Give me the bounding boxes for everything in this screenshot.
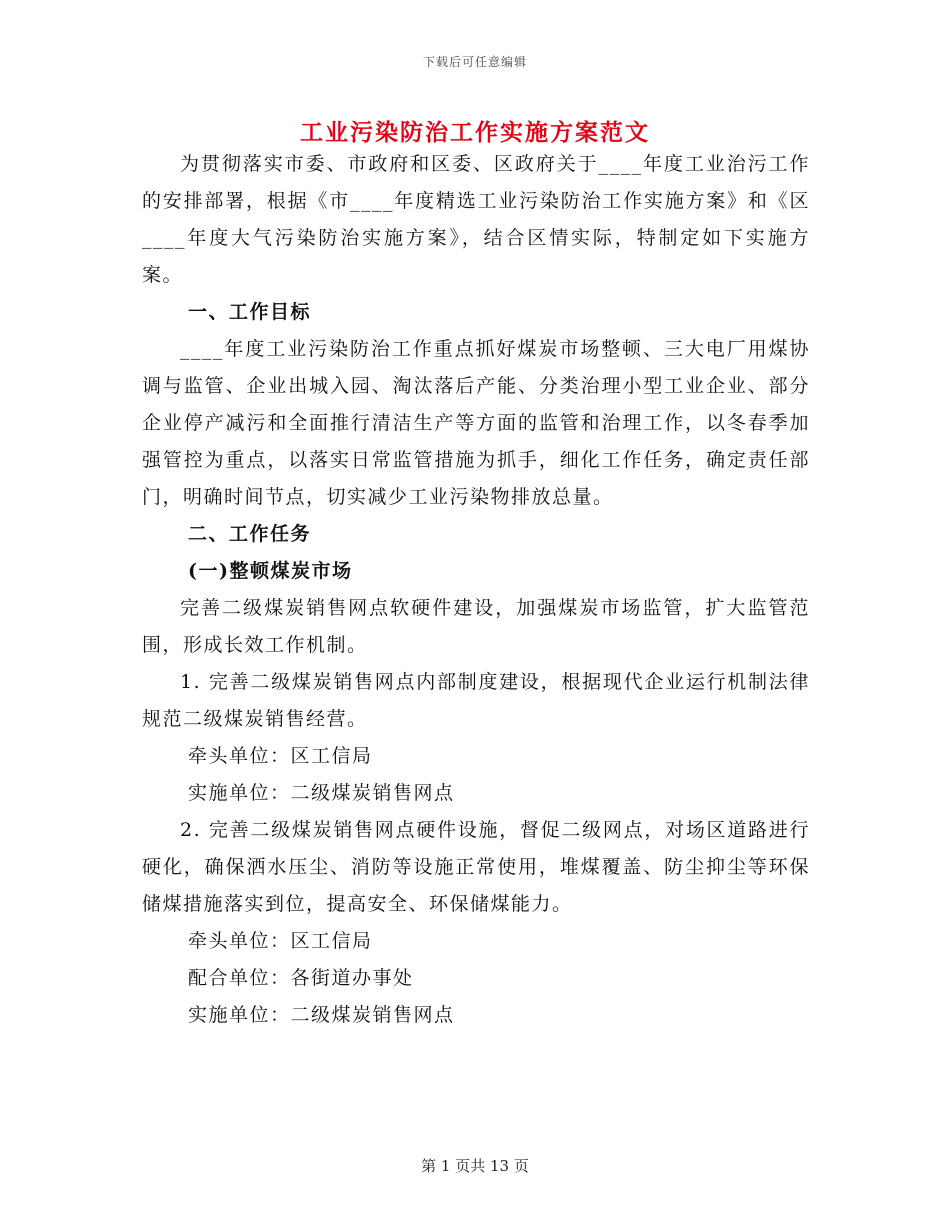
item-2-paragraph: 2. 完善二级煤炭销售网点硬件设施，督促二级网点，对场区道路进行硬化，确保洒水压尘、消防等设施正常使用，堆煤覆盖、防尘抑尘等环保储煤措施落实到位，提高安全、环保储煤能力。 [142,819,810,915]
goals-paragraph: ____年度工业污染防治工作重点抓好煤炭市场整顿、三大电厂用煤协调与监管、企业出城入园、淘汰落后产能、分类治理小型工业企业、部分企业停产减污和全面推行清洁生产等方面的监管和治理工作，以冬春季加强管控为重点，以落实日常监管措施为抓手，细化工作任务，确定责任部门，明确时间节点，切实减少工业污染物排放总量。 [142,338,810,508]
coal-market-paragraph: 完善二级煤炭销售网点软硬件建设，加强煤炭市场监管，扩大监管范围，形成长效工作机制。 [142,597,810,656]
item-2-cooperating-unit: 配合单位：各街道办事处 [188,967,414,989]
document-title: 工业污染防治工作实施方案范文 [300,119,650,146]
item-1-paragraph: 1. 完善二级煤炭销售网点内部制度建设，根据现代企业运行机制法律规范二级煤炭销售经营。 [142,671,810,730]
item-2-lead-unit: 牵头单位：区工信局 [188,930,373,952]
item-1-implementing-unit: 实施单位：二级煤炭销售网点 [188,782,455,804]
page-header-note: 下载后可任意编辑 [422,55,527,69]
page-number: 第 1 页共 13 页 [421,1157,529,1175]
section-heading-goals: 一、工作目标 [188,301,312,323]
document-body [142,146,810,1034]
intro-paragraph: 为贯彻落实市委、市政府和区委、区政府关于____年度工业治污工作的安排部署，根据《市____年度精选工业污染防治工作实施方案》和《区____年度大气污染防治实施方案》，结合区情实际，特制定如下实施方案。 [142,153,810,286]
section-heading-tasks: 二、工作任务 [188,523,312,545]
item-2-implementing-unit: 实施单位：二级煤炭销售网点 [188,1004,455,1026]
item-1-lead-unit: 牵头单位：区工信局 [188,745,373,767]
subsection-heading-coal-market: (一)整顿煤炭市场 [188,560,353,582]
